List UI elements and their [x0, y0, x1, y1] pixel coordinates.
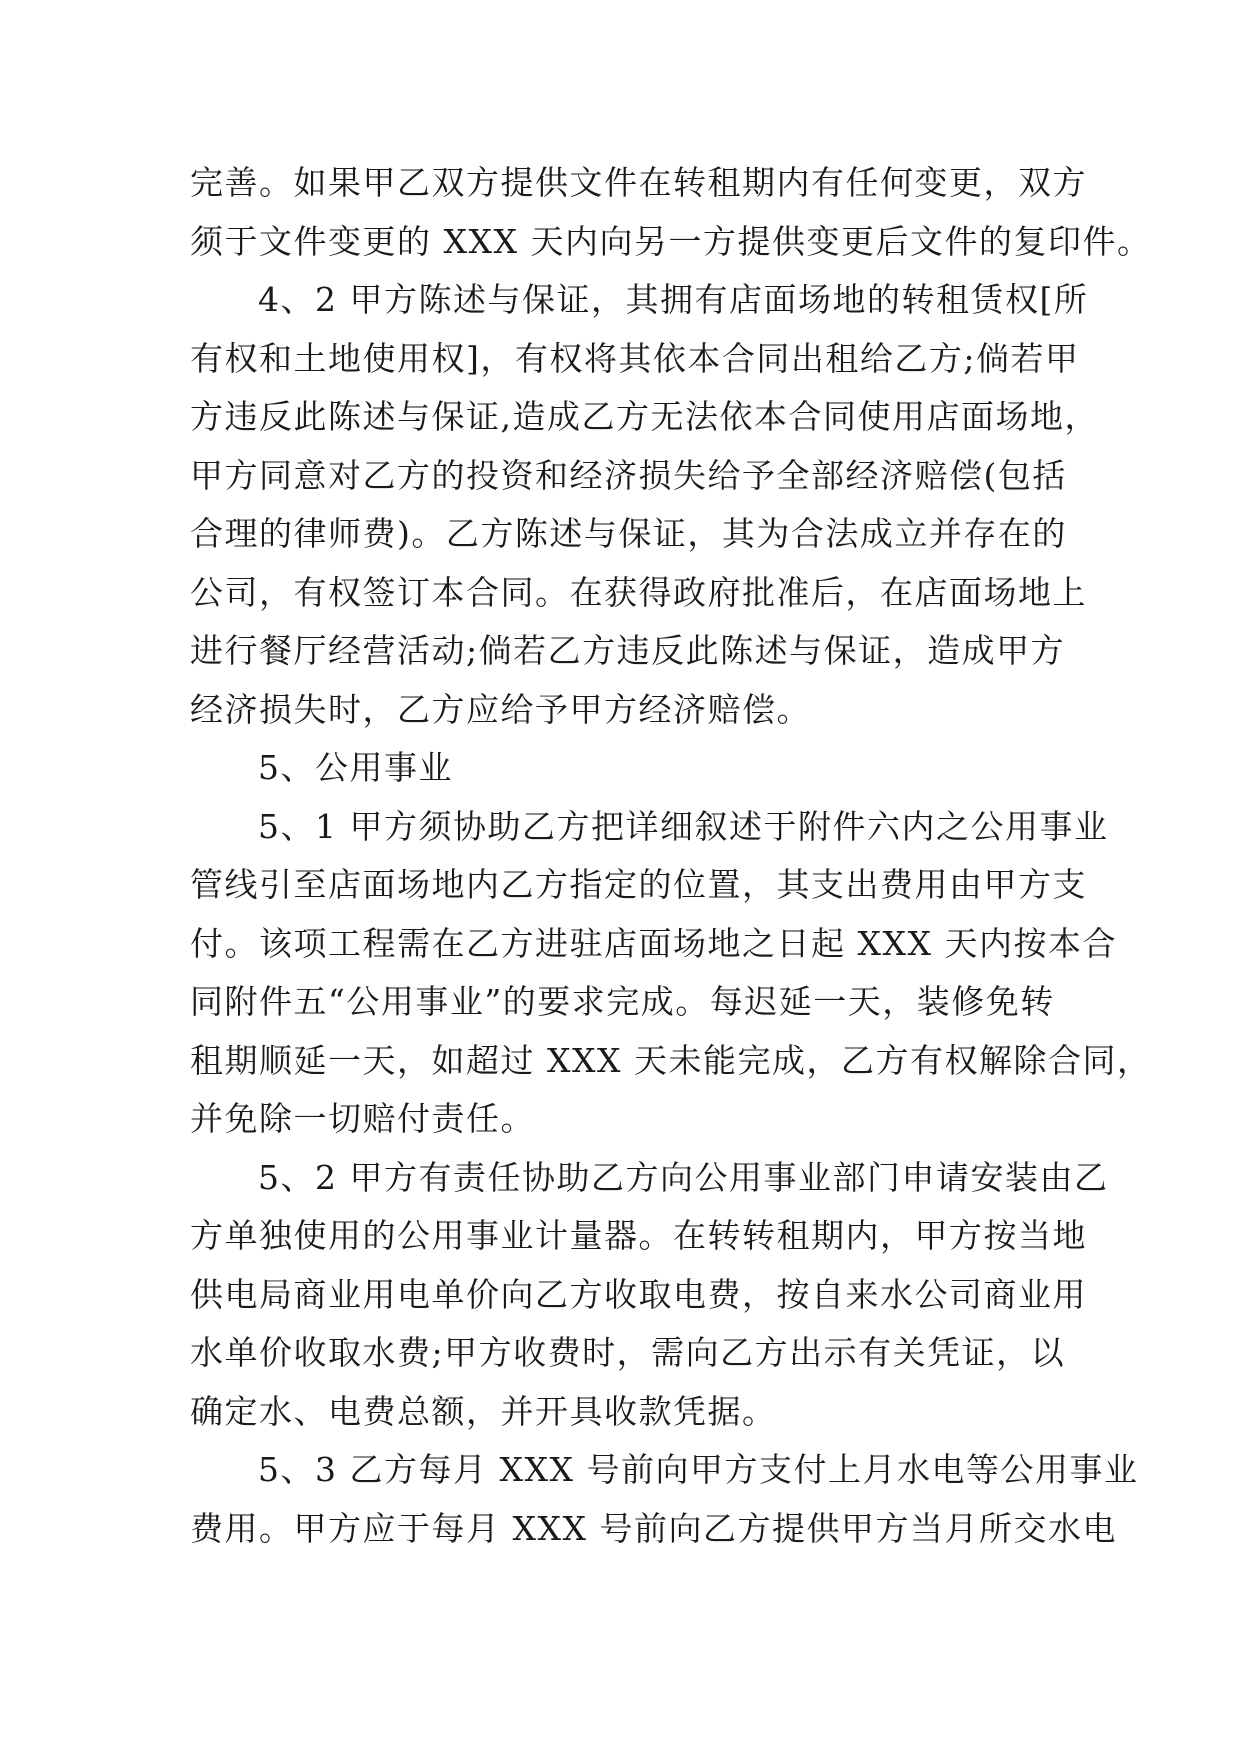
text-line: 确定水、电费总额，并开具收款凭据。: [190, 1391, 777, 1431]
text-line: 租期顺延一天，如超过 XXX 天未能完成，乙方有权解除合同，: [190, 1040, 1152, 1080]
text-line: 费用。甲方应于每月 XXX 号前向乙方提供甲方当月所交水电: [190, 1508, 1117, 1548]
text-line: 合理的律师费)。乙方陈述与保证，其为合法成立并存在的: [190, 514, 1067, 553]
text-line: 同附件五“公用事业”的要求完成。每迟延一天，装修免转: [190, 982, 1055, 1021]
text-line: 水单价收取水费;甲方收费时，需向乙方出示有关凭证，以: [190, 1333, 1066, 1372]
text-line: 付。该项工程需在乙方进驻店面场地之日起 XXX 天内按本合: [190, 923, 1117, 963]
text-line: 5、1 甲方须协助乙方把详细叙述于附件六内之公用事业: [258, 806, 1109, 846]
text-line: 5、2 甲方有责任协助乙方向公用事业部门申请安装由乙: [258, 1157, 1109, 1197]
section-heading: 5、公用事业: [258, 748, 453, 787]
text-line: 方单独使用的公用事业计量器。在转转租期内，甲方按当地: [190, 1216, 1087, 1255]
text-line: 管线引至店面场地内乙方指定的位置，其支出费用由甲方支: [190, 865, 1087, 904]
text-line: 公司，有权签订本合同。在获得政府批准后，在店面场地上: [190, 572, 1087, 612]
text-line: 方违反此陈述与保证,造成乙方无法依本合同使用店面场地，: [190, 397, 1099, 436]
document-body: [190, 154, 1152, 1558]
text-line: 甲方同意对乙方的投资和经济损失给予全部经济赔偿(包括: [190, 455, 1067, 495]
text-line: 完善。如果甲乙双方提供文件在转租期内有任何变更，双方: [190, 163, 1087, 202]
text-line: 并免除一切赔付责任。: [190, 1099, 535, 1138]
text-line: 有权和土地使用权]，有权将其依本合同出租给乙方;倘若甲: [190, 338, 1080, 378]
text-line: 4、2 甲方陈述与保证，其拥有店面场地的转租赁权[所: [258, 280, 1089, 319]
text-line: 须于文件变更的 XXX 天内向另一方提供变更后文件的复印件。: [190, 221, 1152, 261]
text-line: 经济损失时，乙方应给予甲方经济赔偿。: [190, 689, 811, 729]
text-line: 供电局商业用电单价向乙方收取电费，按自来水公司商业用: [190, 1274, 1087, 1314]
text-line: 进行餐厅经营活动;倘若乙方违反此陈述与保证，造成甲方: [190, 631, 1066, 670]
text-line: 5、3 乙方每月 XXX 号前向甲方支付上月水电等公用事业: [258, 1450, 1139, 1489]
